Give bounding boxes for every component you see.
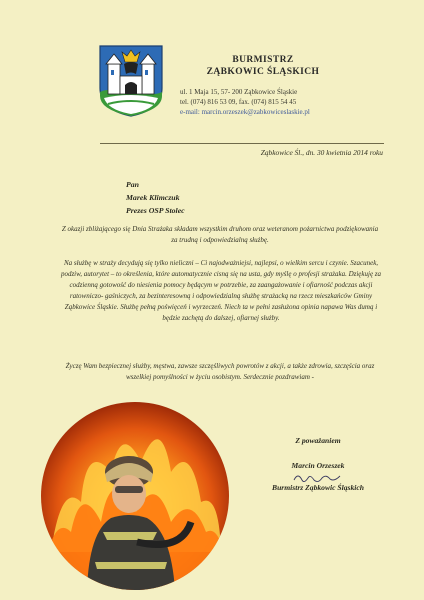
contact-block — [180, 87, 310, 117]
recipient-name: Marek Klimczuk — [126, 193, 180, 202]
phone-fax: tel. (074) 816 53 09, fax. (074) 815 54 45 — [180, 98, 297, 106]
recipient-role: Prezes OSP Stolec — [126, 206, 185, 215]
email-address: e-mail: marcin.orzeszek@zabkowiceslaskie.pl — [180, 108, 310, 116]
paragraph-main: Na służbę w straży decydują się tylko nieliczni – Ci najodważniejsi, najlepsi, o wielkim sercu i czynie. Szacunek, podziw, autorytet – to określenia, które automatycznie cisną się na usta, gdy myślę o profesji strażaka. Dziękuję za codzienną gotowość do niesienia pomocy będącym w potrzebie, za zaangażowanie i ofiarność podczas akcji ratowniczo- gaśniczych, za bezinteresowną i odpowiedzialną służbę strażacką na rzecz mieszkańców Gminy Ząbkowice Śląskie. Służbę pełną poświęceń i wyrzeczeń. Niech ta w pełni zasłużona opinia napawa Was dumą i będzie zachętą do dalszej, ofiarnej służby. — [60, 259, 382, 322]
recipient-salutation: Pan — [126, 180, 139, 189]
signer-name: Marcin Orzeszek — [291, 461, 345, 470]
office-name — [179, 54, 347, 78]
closing-regards: Z poważaniem — [295, 436, 341, 445]
header-divider — [100, 143, 384, 144]
paragraph-wishes: Życzę Wam bezpiecznej służby, męstwa, zawsze szczęśliwych powrotów z akcji, a także zdrowia, szczęścia oraz wszelkiej pomyślności w życiu osobistym. Serdecznie pozdrawiam - — [65, 362, 375, 381]
firefighter-in-flames-photo — [41, 402, 229, 590]
letter-date: Ząbkowice Śl., dn. 30 kwietnia 2014 roku — [260, 148, 383, 157]
office-name-line2: ZĄBKOWIC ŚLĄSKICH — [206, 67, 320, 77]
handwritten-signature — [292, 470, 342, 486]
town-coat-of-arms-icon — [98, 44, 164, 118]
paragraph-intro: Z okazji zbliżającego się Dnia Strażaka składam wszystkim druhom oraz weteranom pożarnictwa podziękowania za trudną i odpowiedzialną służbę. — [61, 225, 379, 244]
recipient-block — [126, 178, 185, 217]
office-name-line1: BURMISTRZ — [232, 55, 294, 65]
street-address: ul. 1 Maja 15, 57- 200 Ząbkowice Śląskie — [180, 88, 298, 96]
signer-title: Burmistrz Ząbkowic Śląskich — [272, 483, 364, 492]
